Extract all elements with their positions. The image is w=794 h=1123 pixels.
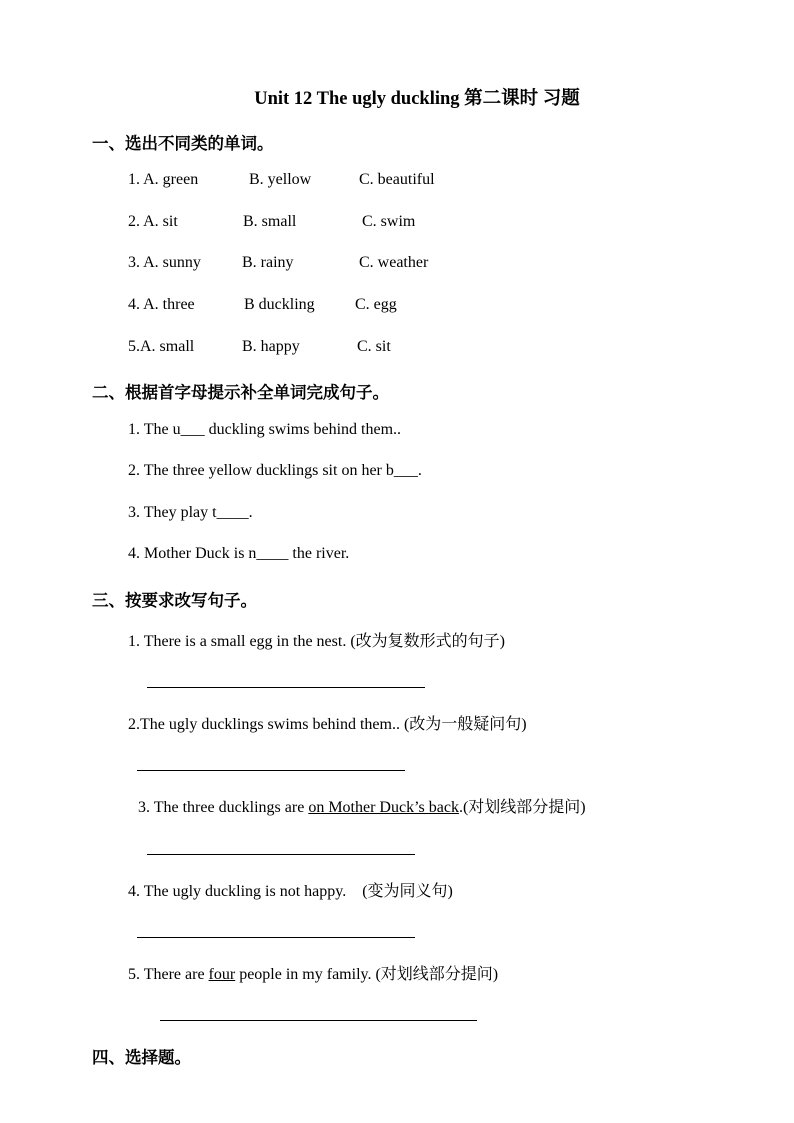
option-b: B. rainy bbox=[242, 254, 294, 271]
list-item: 2. The three yellow ducklings sit on her b___. bbox=[128, 462, 422, 479]
answer-line[interactable] bbox=[147, 854, 415, 855]
answer-line[interactable] bbox=[160, 1020, 477, 1021]
question-text: 5. There are bbox=[128, 966, 209, 983]
question-text: 1. There is a small egg in the nest. (改为复数形式的句子) bbox=[128, 633, 505, 650]
option-a: 3. A. sunny bbox=[128, 254, 201, 271]
underlined-phrase: on Mother Duck’s back bbox=[308, 799, 459, 816]
option-b: B. happy bbox=[242, 338, 300, 355]
option-a: 1. A. green bbox=[128, 171, 199, 188]
option-c: C. sit bbox=[357, 338, 391, 355]
question-text: 4. The ugly duckling is not happy. (变为同义句) bbox=[128, 883, 453, 900]
section-2-heading: 二、根据首字母提示补全单词完成句子。 bbox=[92, 383, 389, 402]
answer-line[interactable] bbox=[137, 937, 415, 938]
option-c: C. beautiful bbox=[359, 171, 435, 188]
section-3-heading: 三、按要求改写句子。 bbox=[92, 591, 257, 610]
list-item bbox=[128, 878, 453, 901]
list-item bbox=[138, 794, 586, 817]
list-item bbox=[128, 711, 527, 734]
list-item: 4. Mother Duck is n____ the river. bbox=[128, 545, 350, 562]
list-item: 3. They play t____. bbox=[128, 504, 253, 521]
list-item bbox=[128, 628, 505, 651]
option-c: C. weather bbox=[359, 254, 429, 271]
list-item: 1. The u___ duckling swims behind them.. bbox=[128, 421, 402, 438]
question-instruction: .(对划线部分提问) bbox=[458, 799, 586, 816]
question-text: 3. The three ducklings are bbox=[138, 799, 309, 816]
option-a: 5.A. small bbox=[128, 338, 195, 355]
list-item bbox=[128, 961, 498, 984]
option-b: B. small bbox=[243, 213, 297, 230]
answer-line[interactable] bbox=[137, 770, 405, 771]
section-4-heading: 四、选择题。 bbox=[92, 1048, 191, 1067]
option-b: B duckling bbox=[244, 296, 315, 313]
option-a: 4. A. three bbox=[128, 296, 195, 313]
option-b: B. yellow bbox=[249, 171, 312, 188]
underlined-phrase: four bbox=[208, 966, 236, 983]
question-text: 2.The ugly ducklings swims behind them.. (改为一般疑问句) bbox=[128, 716, 527, 733]
question-instruction: people in my family. (对划线部分提问) bbox=[235, 966, 499, 983]
option-c: C. egg bbox=[355, 296, 397, 313]
option-c: C. swim bbox=[362, 213, 416, 230]
section-1-heading: 一、选出不同类的单词。 bbox=[92, 134, 274, 153]
page-title: Unit 12 The ugly duckling 第二课时 习题 bbox=[254, 89, 580, 109]
option-a: 2. A. sit bbox=[128, 213, 178, 230]
answer-line[interactable] bbox=[147, 687, 425, 688]
